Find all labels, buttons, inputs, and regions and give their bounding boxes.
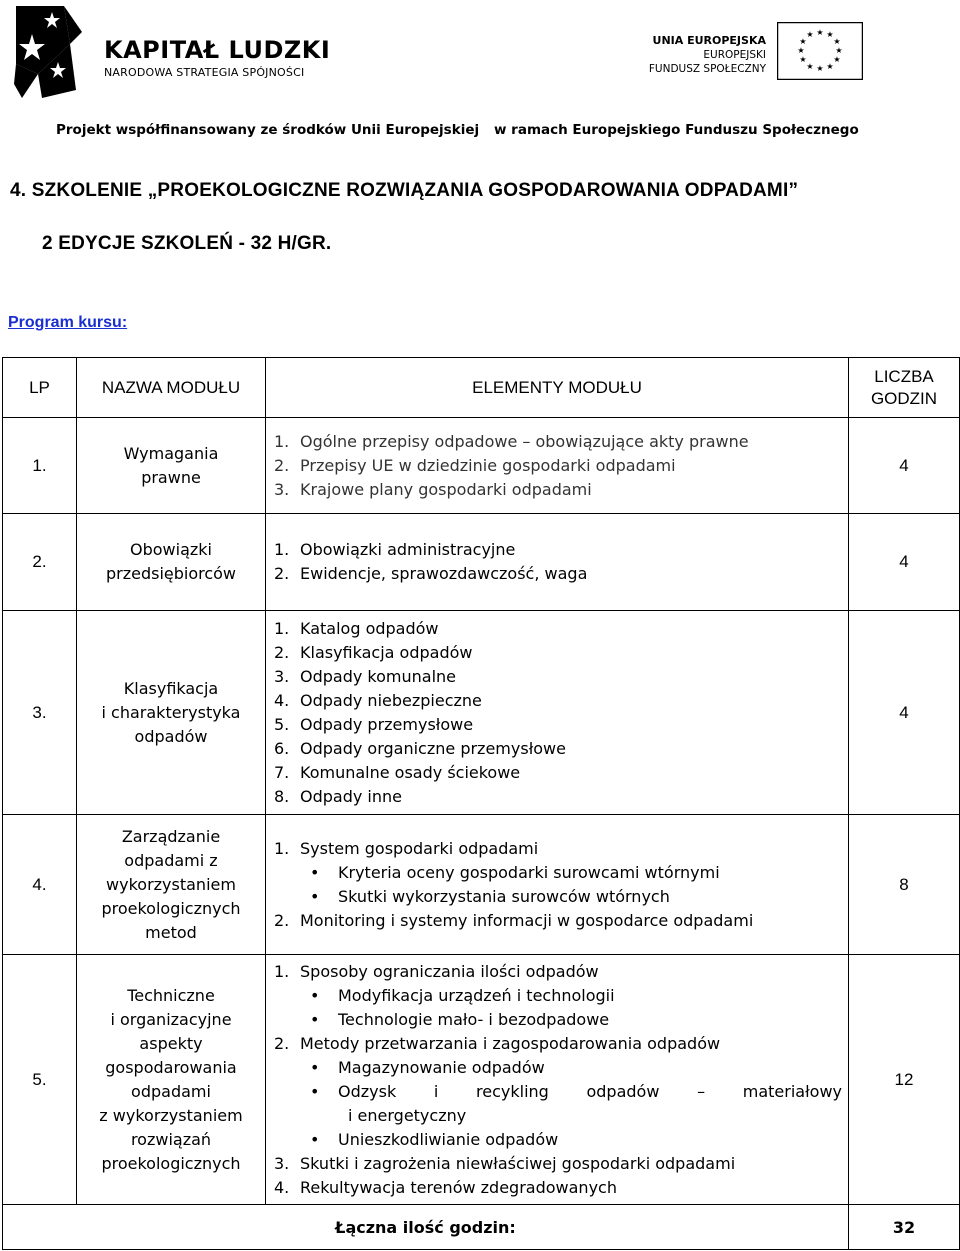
list-item: 1. Ogólne przepisy odpadowe – obowiązujące akty prawne	[274, 431, 749, 451]
list-item: 2. Ewidencje, sprawozdawczość, waga	[274, 564, 588, 583]
module-name-line: rozwiązań	[130, 1129, 212, 1149]
table-row	[3, 815, 960, 955]
bullet-item: • Technologie mało- i bezodpadowe	[274, 1008, 848, 1032]
module-name-line: metod	[145, 922, 197, 942]
row-hours: 4	[849, 514, 960, 611]
eu-fund-label	[648, 34, 766, 76]
module-name-line: aspekty	[139, 1033, 203, 1053]
row-lp: 5.	[3, 955, 77, 1205]
bullet-continuation: i energetyczny	[348, 1105, 467, 1125]
table-header-row	[3, 358, 960, 418]
module-name-line: Zarządzanie	[121, 826, 221, 846]
bullet-item: • Skutki wykorzystania surowców wtórnych	[274, 885, 848, 909]
svg-text:★: ★	[816, 64, 824, 73]
list-item: 4. Rekultywacja terenów zdegradowanych	[274, 1177, 617, 1197]
list-item: 8. Odpady inne	[274, 786, 402, 806]
bullet-item: • Odzysk i recykling odpadów – materiałowy	[274, 1080, 848, 1104]
module-name-line: odpadami z	[124, 850, 218, 870]
row-module-name	[77, 815, 266, 955]
row-module-name	[77, 955, 266, 1205]
list-item: 5. Odpady przemysłowe	[274, 714, 474, 734]
table-row	[3, 418, 960, 514]
header-hours-line1: LICZBA	[874, 366, 934, 386]
header-hours	[849, 358, 960, 418]
svg-text:★: ★	[833, 55, 841, 64]
bullet-item: • Magazynowanie odpadów	[274, 1056, 848, 1080]
row-hours: 8	[849, 815, 960, 955]
bullet-item: • Modyfikacja urządzeń i technologii	[274, 984, 848, 1008]
list-item: 2. Klasyfikacja odpadów	[274, 642, 473, 662]
kapital-ludzki-subtitle: NARODOWA STRATEGIA SPÓJNOŚCI	[104, 66, 305, 79]
svg-text:★: ★	[806, 62, 814, 71]
module-name-line: z wykorzystaniem	[99, 1105, 243, 1125]
kapital-ludzki-logo-icon	[12, 4, 98, 100]
total-value: 32	[849, 1205, 960, 1250]
eu-line-1: UNIA EUROPEJSKA	[652, 34, 766, 47]
svg-text:★: ★	[799, 37, 807, 46]
eu-flag-icon	[777, 22, 863, 80]
module-name-line: odpadami	[131, 1081, 211, 1101]
row-module-name	[77, 514, 266, 611]
list-item: 1. Katalog odpadów	[274, 618, 439, 638]
module-name-line: gospodarowania	[105, 1057, 237, 1077]
total-label: Łączna ilość godzin:	[3, 1205, 849, 1250]
list-item: 3. Odpady komunalne	[274, 666, 457, 686]
module-name-line: prawne	[141, 467, 201, 487]
module-name-line: wykorzystaniem	[106, 874, 236, 894]
course-program-table	[2, 357, 960, 1250]
total-row	[3, 1205, 960, 1250]
svg-text:★: ★	[826, 30, 834, 39]
row-lp: 1.	[3, 418, 77, 514]
header-lp: LP	[3, 358, 77, 418]
document-subtitle: 2 EDYCJE SZKOLEŃ - 32 H/GR.	[42, 233, 332, 254]
document-title: 4. SZKOLENIE „PROEKOLOGICZNE ROZWIĄZANIA GOSPODAROWANIA ODPADAMI”	[10, 180, 799, 201]
header-module-name: NAZWA MODUŁU	[77, 358, 266, 418]
eu-line-3: FUNDUSZ SPOŁECZNY	[648, 63, 766, 75]
row-lp: 4.	[3, 815, 77, 955]
row-elements	[266, 955, 849, 1205]
program-label: Program kursu:	[8, 314, 128, 331]
bullet-item: • Unieszkodliwianie odpadów	[274, 1128, 848, 1152]
table-row	[3, 955, 960, 1205]
svg-text:★: ★	[833, 37, 841, 46]
table-row	[3, 514, 960, 611]
list-item: 7. Komunalne osady ściekowe	[274, 762, 521, 782]
list-item: 6. Odpady organiczne przemysłowe	[274, 738, 566, 758]
row-lp: 3.	[3, 611, 77, 815]
module-name-line: i charakterystyka	[101, 702, 241, 722]
svg-text:★: ★	[799, 55, 807, 64]
row-hours: 4	[849, 611, 960, 815]
module-name-line: Obowiązki	[130, 540, 212, 559]
svg-text:★: ★	[806, 30, 814, 39]
table-row	[3, 611, 960, 815]
svg-text:★: ★	[816, 28, 824, 37]
list-item: 4. Odpady niebezpieczne	[274, 690, 482, 710]
svg-text:★: ★	[797, 46, 805, 55]
project-cofinanced-text: Projekt współfinansowany ze środków Unii Europejskiej	[56, 122, 480, 138]
module-name-line: Klasyfikacja	[123, 678, 219, 698]
module-name-line: i organizacyjne	[110, 1009, 232, 1029]
list-item: 3. Krajowe plany gospodarki odpadami	[274, 479, 592, 499]
kapital-ludzki-title: KAPITAŁ LUDZKI	[104, 36, 331, 64]
svg-text:★: ★	[826, 62, 834, 71]
list-item: 1. Obowiązki administracyjne	[274, 540, 516, 559]
row-hours: 12	[849, 955, 960, 1205]
module-name-line: odpadów	[134, 726, 208, 746]
project-esf-text: w ramach Europejskiego Funduszu Społecznego	[494, 122, 859, 138]
list-item: 2. Przepisy UE w dziedzinie gospodarki odpadami	[274, 455, 676, 475]
row-elements	[266, 514, 849, 611]
row-elements	[266, 418, 849, 514]
list-item: 1. System gospodarki odpadami	[274, 838, 539, 858]
list-item: 2. Monitoring i systemy informacji w gospodarce odpadami	[274, 910, 754, 930]
header-module-elements: ELEMENTY MODUŁU	[266, 358, 849, 418]
module-name-line: przedsiębiorców	[105, 564, 237, 583]
header-hours-line2: GODZIN	[870, 388, 938, 408]
row-module-name	[77, 418, 266, 514]
row-elements	[266, 815, 849, 955]
row-module-name	[77, 611, 266, 815]
row-lp: 2.	[3, 514, 77, 611]
bullet-item: • Kryteria oceny gospodarki surowcami wtórnymi	[274, 861, 848, 885]
list-item: 3. Skutki i zagrożenia niewłaściwej gospodarki odpadami	[274, 1153, 736, 1173]
module-name-line: proekologicznych	[101, 1153, 241, 1173]
module-name-line: Wymagania	[123, 443, 219, 463]
module-name-line: Techniczne	[127, 985, 215, 1005]
eu-line-2: EUROPEJSKI	[703, 49, 766, 61]
svg-text:★: ★	[835, 46, 843, 55]
row-elements	[266, 611, 849, 815]
row-hours: 4	[849, 418, 960, 514]
list-item: 2. Metody przetwarzania i zagospodarowania odpadów	[274, 1033, 721, 1053]
module-name-line: proekologicznych	[101, 898, 241, 918]
list-item: 1. Sposoby ograniczania ilości odpadów	[274, 961, 599, 981]
